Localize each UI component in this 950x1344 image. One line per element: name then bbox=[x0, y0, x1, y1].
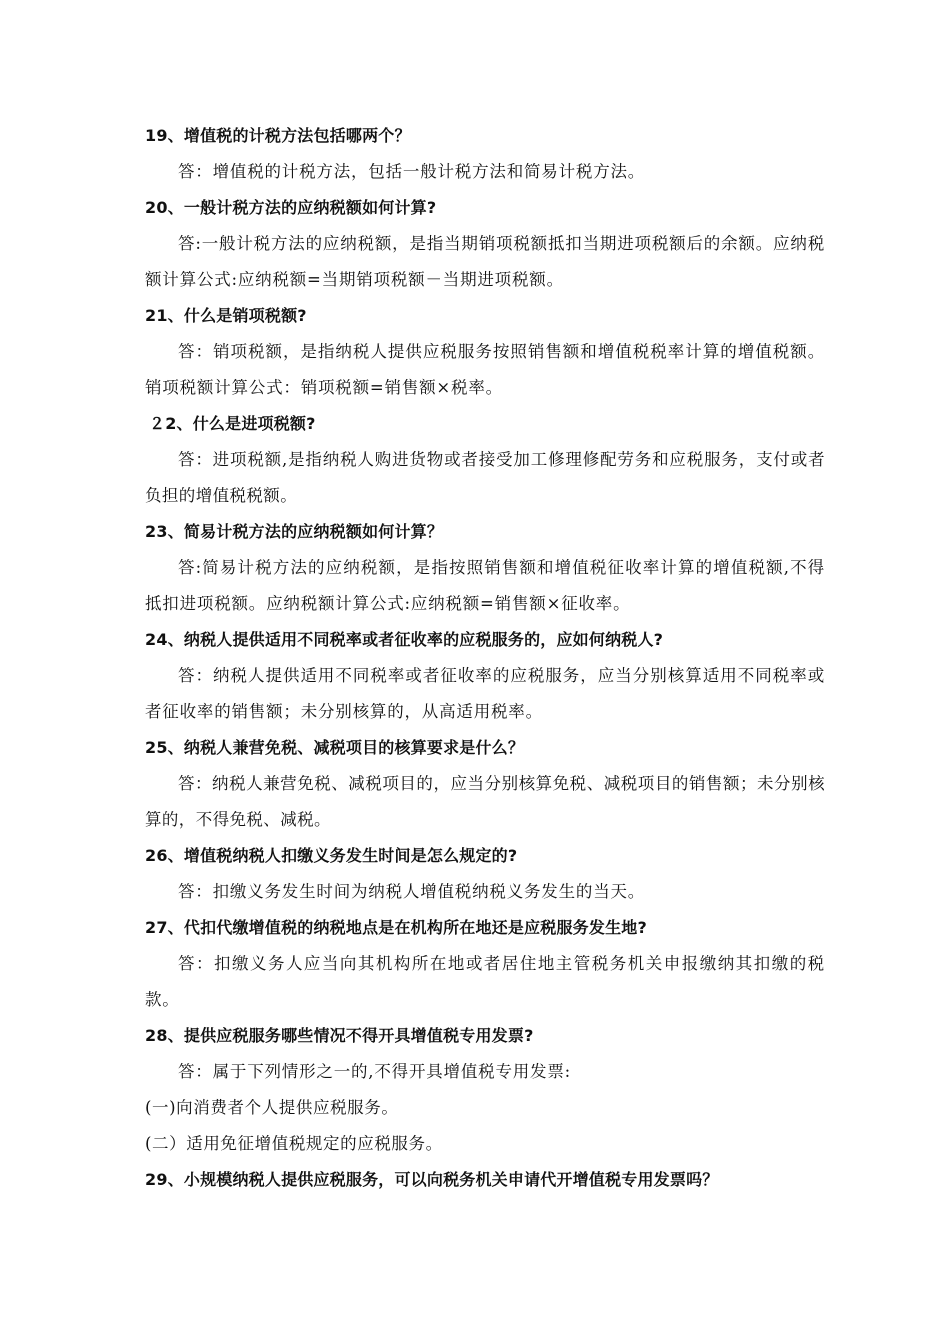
answer-22: 答：进项税额,是指纳税人购进货物或者接受加工修理修配劳务和应税服务，支付或者负担的增值税税额。 bbox=[145, 450, 825, 505]
answer-28: 答：属于下列情形之一的,不得开具增值税专用发票: bbox=[178, 1062, 572, 1081]
answer-26: 答：扣缴义务发生时间为纳税人增值税纳税义务发生的当天。 bbox=[178, 882, 646, 901]
question-24: 24、纳税人提供适用不同税率或者征收率的应税服务的，应如何纳税人? bbox=[145, 630, 664, 649]
question-20: 20、一般计税方法的应纳税额如何计算? bbox=[145, 198, 437, 217]
answer-23: 答:简易计税方法的应纳税额，是指按照销售额和增值税征收率计算的增值税额,不得抵扣进项税额。应纳税额计算公式:应纳税额=销售额×征收率。 bbox=[145, 558, 825, 613]
document-page bbox=[145, 118, 825, 1198]
answer-20: 答:一般计税方法的应纳税额，是指当期销项税额抵扣当期进项税额后的余额。应纳税额计算公式:应纳税额=当期销项税额－当期进项税额。 bbox=[145, 234, 825, 289]
list-item-2: (二）适用免征增值税规定的应税服务。 bbox=[145, 1134, 443, 1153]
question-22: ２2、什么是进项税额? bbox=[149, 414, 316, 433]
answer-19: 答：增值税的计税方法，包括一般计税方法和简易计税方法。 bbox=[178, 162, 646, 181]
answer-21: 答：销项税额，是指纳税人提供应税服务按照销售额和增值税税率计算的增值税额。销项税额计算公式：销项税额=销售额×税率。 bbox=[145, 342, 825, 397]
question-21: 21、什么是销项税额? bbox=[145, 306, 307, 325]
answer-25: 答：纳税人兼营免税、减税项目的，应当分别核算免税、减税项目的销售额；未分别核算的，不得免税、减税。 bbox=[145, 774, 825, 829]
question-19: 19、增值税的计税方法包括哪两个？ bbox=[145, 126, 411, 145]
list-item-1: (一)向消费者个人提供应税服务。 bbox=[145, 1098, 399, 1117]
answer-24: 答：纳税人提供适用不同税率或者征收率的应税服务，应当分别核算适用不同税率或者征收率的销售额；未分别核算的，从高适用税率。 bbox=[145, 666, 825, 721]
question-29: 29、小规模纳税人提供应税服务，可以向税务机关申请代开增值税专用发票吗？ bbox=[145, 1170, 719, 1189]
question-28: 28、提供应税服务哪些情况不得开具增值税专用发票? bbox=[145, 1026, 534, 1045]
question-23: 23、简易计税方法的应纳税额如何计算？ bbox=[145, 522, 444, 541]
question-26: 26、增值税纳税人扣缴义务发生时间是怎么规定的? bbox=[145, 846, 518, 865]
question-25: 25、纳税人兼营免税、减税项目的核算要求是什么？ bbox=[145, 738, 525, 757]
question-27: 27、代扣代缴增值税的纳税地点是在机构所在地还是应税服务发生地? bbox=[145, 918, 647, 937]
answer-27: 答：扣缴义务人应当向其机构所在地或者居住地主管税务机关申报缴纳其扣缴的税款。 bbox=[145, 954, 825, 1009]
